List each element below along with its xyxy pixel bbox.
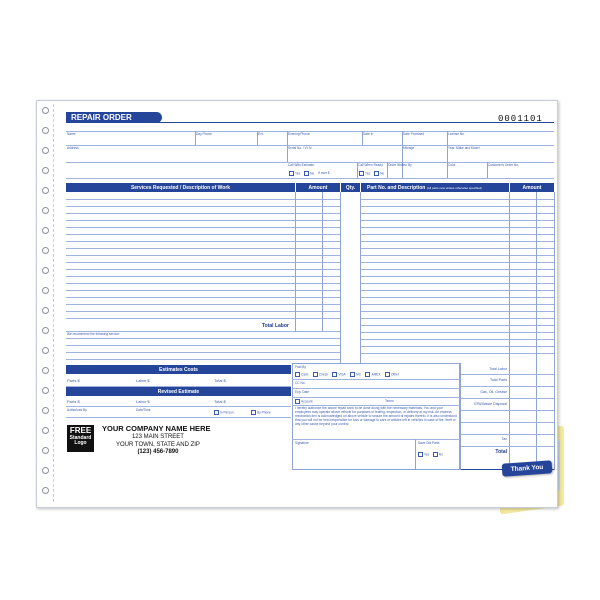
logo-free-text: FREE: [69, 426, 92, 435]
divider: [415, 439, 416, 469]
revised-row: [66, 397, 291, 407]
ready-call-options[interactable]: Yes No: [359, 171, 384, 176]
totals-total-labor: Total Labor: [489, 367, 507, 371]
estimate-labor[interactable]: Labor $: [136, 378, 150, 383]
checkbox[interactable]: [350, 372, 355, 377]
field-ext[interactable]: Ext.: [258, 132, 264, 136]
recommend-label: We recommend the following service:: [67, 332, 120, 336]
date-time[interactable]: Date/Time: [136, 408, 151, 412]
checkbox[interactable]: [418, 452, 423, 457]
divider: [292, 439, 460, 440]
authorization-row: [66, 407, 291, 418]
title-rule: [66, 122, 554, 123]
revised-labor[interactable]: Labor $: [136, 399, 150, 404]
paid-by-label: Paid By: [295, 365, 306, 369]
checkbox[interactable]: [433, 452, 438, 457]
logo-word-text: Logo: [74, 440, 87, 446]
authorization-text: I hereby authorize the above repair work to be done along with the necessary materials. You and your employees may operate above vehicle for purposes of testing, inspection, or delivery at my risk. An express mechanics lien is acknowledged on above vehicle to secure the amount of repairs thereto. It is also understood that you will not be held responsible for loss or damage to cars or articles left in vehicles in case of fire, theft or any other cause beyond your control.: [295, 406, 457, 427]
save-old-parts-label: Save Old Parts: [418, 441, 440, 445]
checkbox[interactable]: [313, 372, 318, 377]
perforation-line: [53, 104, 54, 502]
field-order-written-by[interactable]: Order Written By: [388, 163, 412, 167]
checkbox[interactable]: [385, 372, 390, 377]
field-color[interactable]: Color: [448, 163, 456, 167]
revised-total[interactable]: Total $: [214, 399, 226, 404]
checkbox[interactable]: [359, 171, 364, 176]
services-amount-header: Amount: [296, 183, 340, 192]
terms[interactable]: Terms: [385, 399, 394, 403]
estimates-header: Estimates Costs: [66, 365, 291, 374]
field-date-promised[interactable]: Date Promised: [403, 132, 425, 136]
exp-date[interactable]: Exp. Date: [295, 390, 309, 394]
field-name[interactable]: Name: [67, 132, 76, 136]
revised-parts[interactable]: Parts $: [67, 399, 80, 404]
totals-gas-oil-grease: Gas, Oil, Grease: [480, 390, 507, 394]
save-old-parts-options[interactable]: Yes No: [418, 452, 443, 457]
company-city: YOUR TOWN, STATE AND ZIP: [116, 441, 200, 448]
field-year-make-model[interactable]: Year, Make and Model: [448, 146, 480, 150]
estimate-total[interactable]: Total $: [214, 378, 226, 383]
checkbox[interactable]: [214, 410, 219, 415]
checkbox[interactable]: [304, 171, 309, 176]
estimate-parts[interactable]: Parts $: [67, 378, 80, 383]
parts-header: Part No. and Description (All parts new unless otherwise specified): [361, 183, 509, 192]
checkbox[interactable]: [374, 171, 379, 176]
thank-you-sticker: Thank You: [502, 460, 553, 476]
logo-badge: [67, 425, 94, 452]
field-day-phone[interactable]: Day Phone: [196, 132, 212, 136]
totals-tax: Tax: [501, 437, 507, 441]
authorized-by[interactable]: Authorized By: [67, 408, 87, 412]
totals-total-parts: Total Parts: [490, 378, 507, 382]
field-call-when-ready[interactable]: Call When Ready: [358, 163, 383, 167]
account-option[interactable]: Account: [295, 399, 313, 404]
parts-amount-header: Amount: [510, 183, 554, 192]
payment-options[interactable]: Cash Check VISA MC AMEX Other: [295, 372, 399, 377]
checkbox[interactable]: [289, 171, 294, 176]
company-address: [116, 434, 200, 457]
checkbox[interactable]: [251, 410, 256, 415]
checkbox[interactable]: [295, 399, 300, 404]
field-license-no[interactable]: License No.: [448, 132, 465, 136]
qty-header: Qty.: [341, 183, 360, 192]
field-call-with-estimate[interactable]: Call With Estimate: [288, 163, 315, 167]
total-labor-label: Total Labor: [262, 323, 289, 329]
divider: [292, 397, 460, 398]
in-person-option[interactable]: In Person: [214, 410, 234, 415]
divider: [292, 379, 460, 380]
field-customer-order-no[interactable]: Customer's Order No.: [488, 163, 519, 167]
checkbox[interactable]: [332, 372, 337, 377]
field-address[interactable]: Address: [67, 146, 79, 150]
company-phone: (123) 456-7890: [137, 449, 179, 455]
divider: [292, 388, 460, 389]
estimate-call-options[interactable]: Yes No If over $: [289, 171, 330, 176]
field-serial-vin[interactable]: Serial No. / V.I.N.: [288, 146, 313, 150]
checkbox[interactable]: [365, 372, 370, 377]
totals-total: Total: [495, 449, 507, 455]
form-number: 0001101: [498, 114, 543, 124]
revised-estimate-header: Revised Estimate: [66, 387, 291, 396]
logo-standard-text: Standard: [69, 435, 92, 441]
company-name: YOUR COMPANY NAME HERE: [102, 424, 211, 433]
form-title: REPAIR ORDER: [66, 112, 162, 123]
cc-no[interactable]: CC No.: [295, 381, 306, 385]
field-date-in[interactable]: Date In: [363, 132, 374, 136]
checkbox[interactable]: [295, 372, 300, 377]
signature-field[interactable]: Signature: [295, 441, 309, 445]
company-street: 123 MAIN STREET: [131, 434, 184, 440]
estimates-row: [66, 375, 291, 387]
by-phone-option[interactable]: By Phone: [251, 410, 271, 415]
field-mileage[interactable]: Mileage: [403, 146, 415, 150]
field-evening-phone[interactable]: Evening Phone: [288, 132, 310, 136]
services-header: Services Requested / Description of Work: [66, 183, 295, 192]
totals-epa-waste: EPA/Waste Disposal: [474, 402, 507, 406]
